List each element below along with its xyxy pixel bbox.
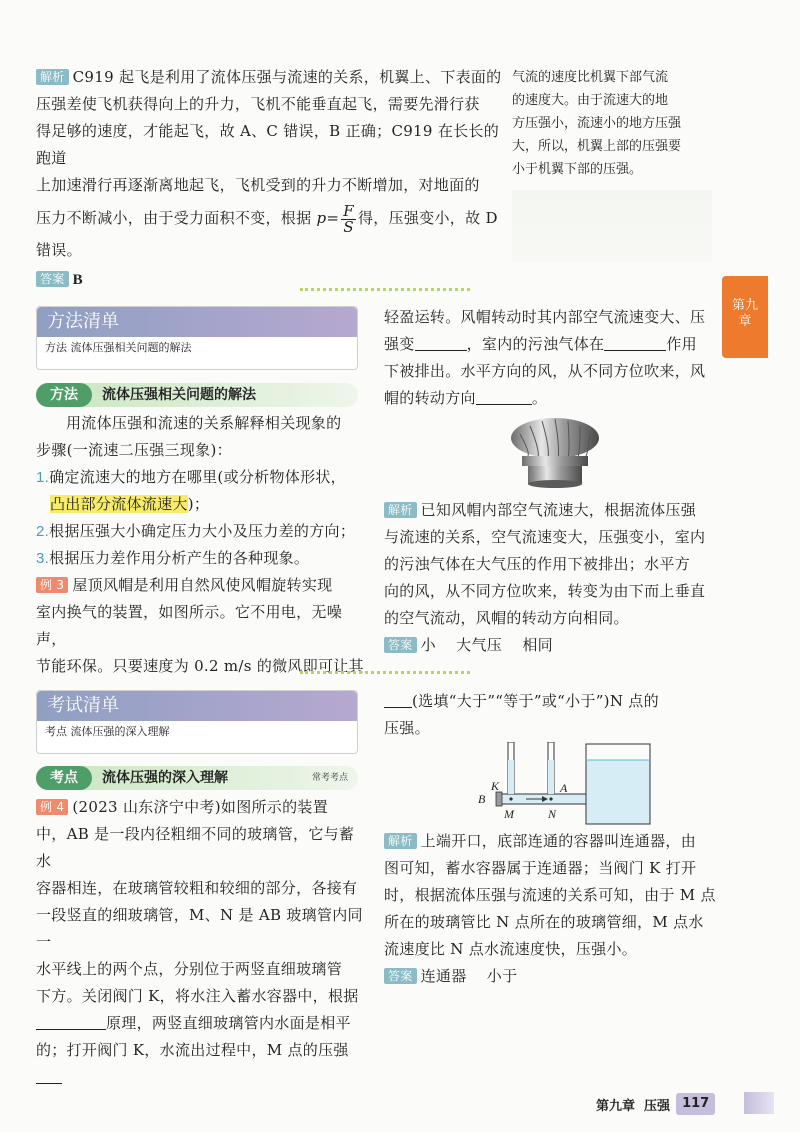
label-b: B [478, 792, 486, 806]
dotted-divider [300, 671, 470, 674]
label-a: A [560, 781, 568, 795]
answer-blank[interactable] [604, 335, 666, 351]
answer-blank[interactable] [476, 389, 532, 405]
exam-section-box [36, 690, 358, 754]
analysis-line: 错误。 [36, 241, 82, 259]
analysis-formula-line: 压力不断减小，由于受力面积不变，根据 p= $\frac{F}{S}$ 得，压强变小，故 D [36, 201, 498, 236]
answer-tag: 答案 [384, 968, 417, 984]
footer-bar [744, 1092, 774, 1114]
exam-pill-title: 流体压强的深入理解 [102, 770, 228, 786]
method-body: 用流体压强和流速的关系解释相关现象的 步骤(一流速二压强三现象)： 1.确定流速大的地方在哪里(或分析物体形状， 凸出部分流体流速大)； 2.根据压强大小确定压力大小及压力差的方向； 3.根据压力差作用分析产生的各种现象。 例 3 屋顶风帽是利用自然风使风帽旋转实现 室内换气的装置，如图所示。它不用电，无噪声， 节能环保。只要速度为 0.2 m/s 的微风即可让其 [36, 410, 366, 680]
connected-vessel-diagram [468, 742, 658, 826]
answer-blank[interactable] [384, 692, 412, 708]
method-pill-title: 流体压强相关问题的解法 [102, 387, 256, 403]
analysis-tag: 解析 [384, 833, 417, 849]
footer-chapter: 第九章 压强 [596, 1098, 671, 1114]
answer-blank[interactable] [415, 335, 467, 351]
step-3: 3.根据压力差作用分析产生的各种现象。 [36, 549, 310, 567]
side-note: 气流的速度比机翼下部气流 的速度大。由于流速大的地 方压强小，流速小的地方压强 大，所以，机翼上部的压强要 小于机翼下部的压强。 [512, 70, 682, 177]
page-number: 117 [676, 1093, 715, 1115]
method-subheader: 方法 流体压强相关问题的解法 [45, 341, 192, 354]
method-right-text: 轻盈运转。风帽转动时其内部空气流速变大、压 强变 ，室内的污浊气体在 作用 下被排出。水平方向的风，从不同方位吹来，风 帽的转动方向 。 [384, 308, 706, 407]
method-analysis: 解析 已知风帽内部空气流速大，根据流体压强 与流速的关系，空气流速变大，压强变小，室内 的污浊气体在大气压的作用下被排出；水平方 向的风，从不同方位吹来，转变为由下而上垂直 的空气流动，风帽的转动方向相同。 答案 小 大气压 相同 [384, 497, 724, 659]
step-1-cont: 凸出部分流体流速大)； [50, 495, 210, 513]
analysis-tag: 解析 [36, 69, 69, 85]
example-4-line: 例 4 (2023 山东济宁中考)如图所示的装置 [36, 794, 366, 821]
step-2: 2.根据压强大小确定压力大小及压力差的方向； [36, 522, 356, 540]
highlight-text: 凸出部分流体流速大 [50, 495, 188, 513]
answer-blank[interactable] [36, 1014, 106, 1030]
analysis-line: 解析 C919 起飞是利用了流体压强与流速的关系，机翼上、下表面的 [36, 64, 506, 91]
analysis-line: 得足够的速度，才能起飞，故 A、C 错误，B 正确；C919 在长长的跑道 [36, 122, 500, 167]
exam-analysis: 解析 上端开口，底部连通的容器叫连通器，由 图可知，蓄水容器属于连通器；当阀门 K 打开 时，根据流体压强与流速的关系可知，由于 M 点 所在的玻璃管比 N 点所在的玻璃管细，M 点水 流速度比 N 点水流速度快，压强小。 答案 连通器 小于 [384, 828, 724, 990]
exam-right-text: (选填“大于”“等于”或“小于”)N 点的 压强。 [384, 692, 659, 737]
example-tag: 例 4 [36, 799, 68, 815]
answer-tag: 答案 [384, 637, 417, 653]
faded-image-area [512, 190, 712, 262]
label-k: K [491, 779, 500, 793]
answer-line: 答案 B [36, 266, 506, 294]
answer-line: 答案 连通器 小于 [384, 963, 724, 990]
answer-tag: 答案 [36, 271, 69, 287]
exam-header: 考试清单 [37, 691, 357, 721]
top-analysis [36, 64, 506, 294]
exam-pill [36, 766, 358, 790]
dotted-divider [300, 288, 470, 291]
label-n: N [548, 807, 557, 821]
example-3-line: 例 3 屋顶风帽是利用自然风使风帽旋转实现 [36, 572, 366, 599]
exam-pill-label: 考点 [36, 766, 92, 790]
page-footer [596, 1092, 715, 1116]
chapter-tab[interactable]: 第九 章 [722, 276, 768, 358]
exam-subheader: 考点 流体压强的深入理解 [45, 725, 170, 738]
analysis-line: 上加速滑行再逐渐离地起飞，飞机受到的升力不断增加，对地面的 [36, 176, 480, 194]
method-pill-label: 方法 [36, 383, 92, 407]
answer-line: 答案 小 大气压 相同 [384, 632, 724, 659]
frequency-badge: 常考考点 [311, 773, 348, 783]
analysis-tag: 解析 [384, 502, 417, 518]
method-pill [36, 383, 358, 407]
answer-blank[interactable] [36, 1068, 62, 1084]
method-header: 方法清单 [37, 307, 357, 337]
fraction: $\frac{F}{S}$ [343, 201, 354, 236]
analysis-line: 压强差使飞机获得向上的升力，飞机不能垂直起飞，需要先滑行获 [36, 95, 480, 113]
roof-ventilator-image [500, 412, 610, 490]
step-1: 1.确定流速大的地方在哪里(或分析物体形状， [36, 468, 346, 486]
method-section-box [36, 306, 358, 370]
exam-body: 例 4 (2023 山东济宁中考)如图所示的装置 中，AB 是一段内径粗细不同的玻璃管，它与蓄水 容器相连，在玻璃管较粗和较细的部分，各接有 一段竖直的细玻璃管，M、N 是 AB 玻璃管内同一 水平线上的两个点，分别位于两竖直细玻璃管 下方。关闭阀门 K，将水注入蓄水容器中，根据 原理，两竖直细玻璃管内水面是相平 的；打开阀门 K，水流出过程中，M 点的压强 [36, 794, 366, 1091]
label-m: M [504, 807, 514, 821]
example-tag: 例 3 [36, 577, 68, 593]
